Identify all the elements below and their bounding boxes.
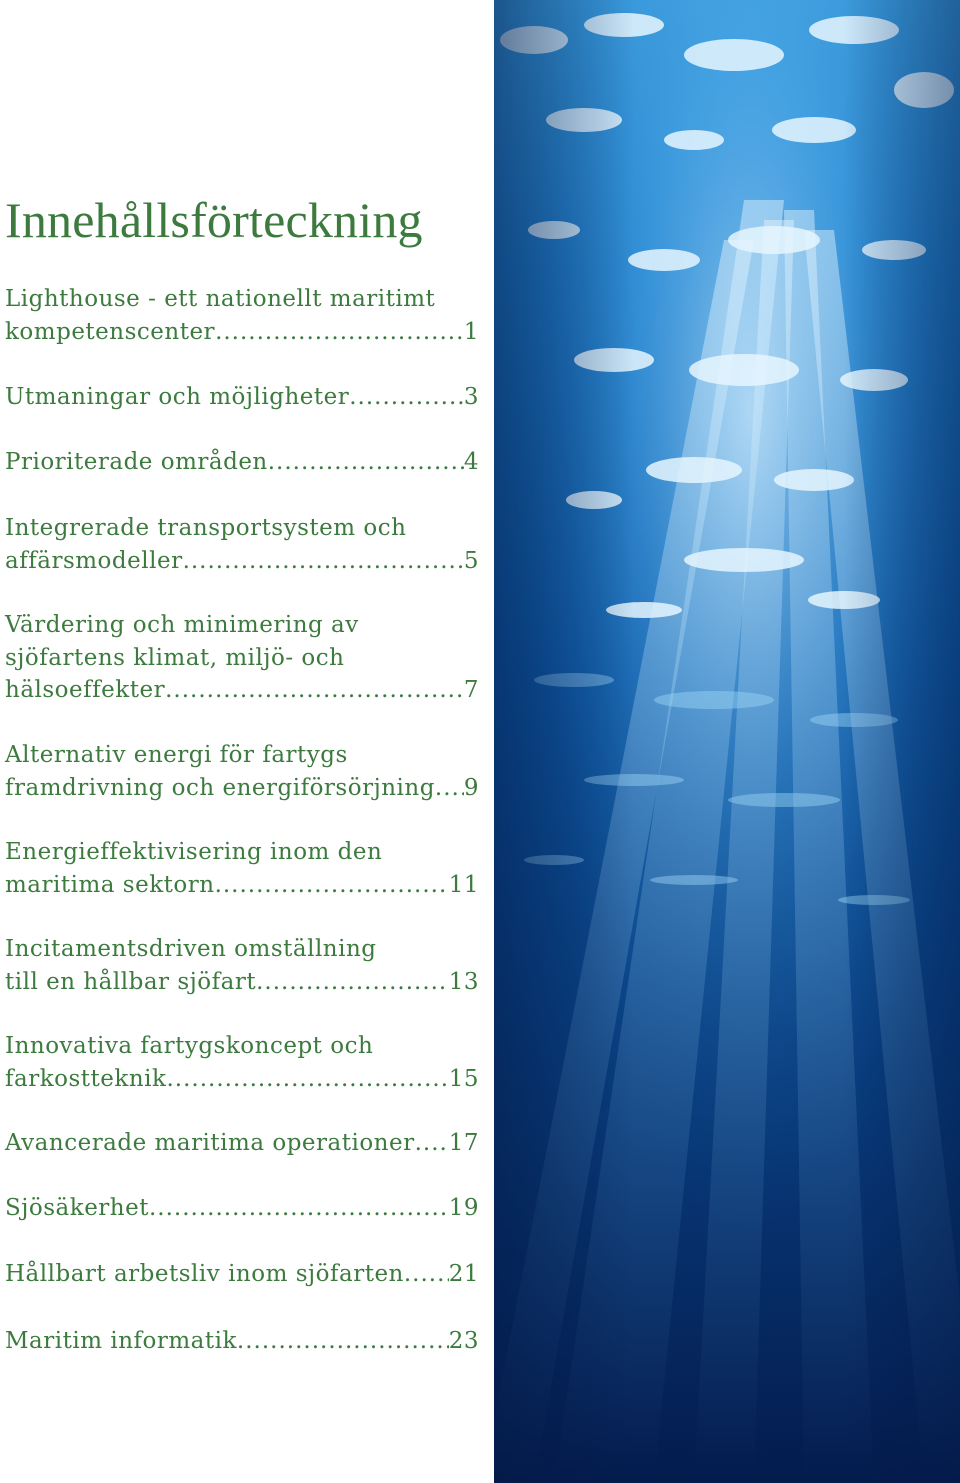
toc-entry-line	[5, 512, 479, 545]
toc-page-number: 7	[463, 677, 479, 703]
toc-entry[interactable]	[5, 512, 479, 577]
dot-leader	[415, 1127, 449, 1160]
toc-page-number: 5	[463, 547, 479, 574]
toc-entry-line	[5, 869, 479, 902]
toc-entry-line	[5, 1030, 479, 1063]
toc-entry-line	[5, 1063, 479, 1096]
toc-entry-line	[5, 1258, 479, 1291]
toc-entry-label: kompetenscenter	[5, 318, 216, 345]
toc-entry-label: hälsoeffekter	[5, 677, 166, 703]
toc-entry-line	[5, 674, 479, 707]
toc-entry[interactable]	[5, 1030, 479, 1095]
dot-leader	[183, 545, 464, 578]
toc-entry-line	[5, 836, 479, 869]
toc-entry-label: Hållbart arbetsliv inom sjöfarten	[5, 1261, 404, 1287]
toc-entry[interactable]	[5, 836, 479, 901]
toc-page-number: 4	[463, 449, 479, 475]
dot-leader	[237, 1325, 449, 1358]
toc-entry-label: Prioriterade områden	[5, 449, 268, 475]
toc-entry-label: Incitamentsdriven omställning	[5, 936, 377, 962]
dot-leader	[256, 966, 449, 999]
dot-leader	[349, 381, 464, 414]
dot-leader	[268, 446, 464, 479]
toc-entry-line	[5, 933, 479, 966]
toc-entry-line	[5, 446, 479, 479]
toc-entry-label: Lighthouse - ett nationellt maritimt	[5, 286, 436, 312]
toc-entry-label: Alternativ energi för fartygs	[5, 742, 348, 768]
toc-entry-line	[5, 772, 479, 805]
dot-leader	[215, 316, 464, 349]
toc-page-number: 21	[448, 1261, 479, 1287]
toc-entry[interactable]	[5, 1127, 479, 1160]
toc-entry[interactable]	[5, 739, 479, 804]
dot-leader	[435, 772, 464, 805]
toc-page-number: 19	[448, 1195, 479, 1221]
toc-entry-line	[5, 1192, 479, 1225]
dot-leader	[149, 1192, 449, 1225]
toc-entry-label: Innovativa fartygskoncept och	[5, 1033, 374, 1059]
underwater-photo	[494, 0, 960, 1483]
toc-entry-label: Integrerade transportsystem och	[5, 515, 407, 541]
toc-entry[interactable]	[5, 446, 479, 479]
toc-page-number: 9	[463, 774, 479, 801]
toc-entry-label: Maritim informatik	[5, 1328, 237, 1354]
toc-entry-label: affärsmodeller	[5, 547, 183, 574]
toc-entry-line	[5, 642, 479, 675]
toc-entry-label: Utmaningar och möjligheter	[5, 384, 350, 410]
toc-entry-line	[5, 739, 479, 772]
toc-entry-label: farkostteknik	[5, 1065, 167, 1092]
toc-entry[interactable]	[5, 381, 479, 414]
toc-entry[interactable]	[5, 933, 479, 998]
toc-entry-label: Sjösäkerhet	[5, 1195, 149, 1221]
toc-entry-line	[5, 283, 479, 316]
toc-entry[interactable]	[5, 1192, 479, 1225]
toc-title: Innehållsförteckning	[5, 192, 423, 248]
dot-leader	[215, 869, 449, 902]
toc-page-number: 17	[448, 1130, 479, 1156]
toc-entry-line	[5, 381, 479, 414]
toc-entry-label: Värdering och minimering av	[5, 612, 359, 638]
toc-entry[interactable]	[5, 609, 479, 707]
toc-entry-line	[5, 316, 479, 349]
toc-entry[interactable]	[5, 1258, 479, 1291]
toc-entry-label: maritima sektorn	[5, 871, 215, 898]
toc-entry[interactable]	[5, 283, 479, 348]
toc-page-number: 1	[463, 318, 479, 345]
toc-entry-label: Avancerade maritima operationer	[5, 1130, 415, 1156]
toc-entry-line	[5, 966, 479, 999]
toc-entry-label: Energieffektivisering inom den	[5, 839, 383, 865]
toc-entry-label: sjöfartens klimat, miljö- och	[5, 644, 345, 671]
dot-leader	[165, 674, 464, 707]
toc-entry-line	[5, 1127, 479, 1160]
toc-entry-label: till en hållbar sjöfart	[5, 968, 257, 995]
toc-entry[interactable]	[5, 1325, 479, 1358]
toc-page-number: 11	[448, 871, 479, 898]
toc-entry-line	[5, 1325, 479, 1358]
toc-page-number: 15	[448, 1065, 479, 1092]
toc-entry-label: framdrivning och energiförsörjning	[5, 774, 435, 801]
dot-leader	[404, 1258, 449, 1291]
toc-page-number: 13	[448, 968, 479, 995]
toc-entry-line	[5, 609, 479, 642]
toc-page-number: 23	[448, 1328, 479, 1354]
toc-page-number: 3	[463, 384, 479, 410]
toc-entry-line	[5, 545, 479, 578]
dot-leader	[166, 1063, 448, 1096]
